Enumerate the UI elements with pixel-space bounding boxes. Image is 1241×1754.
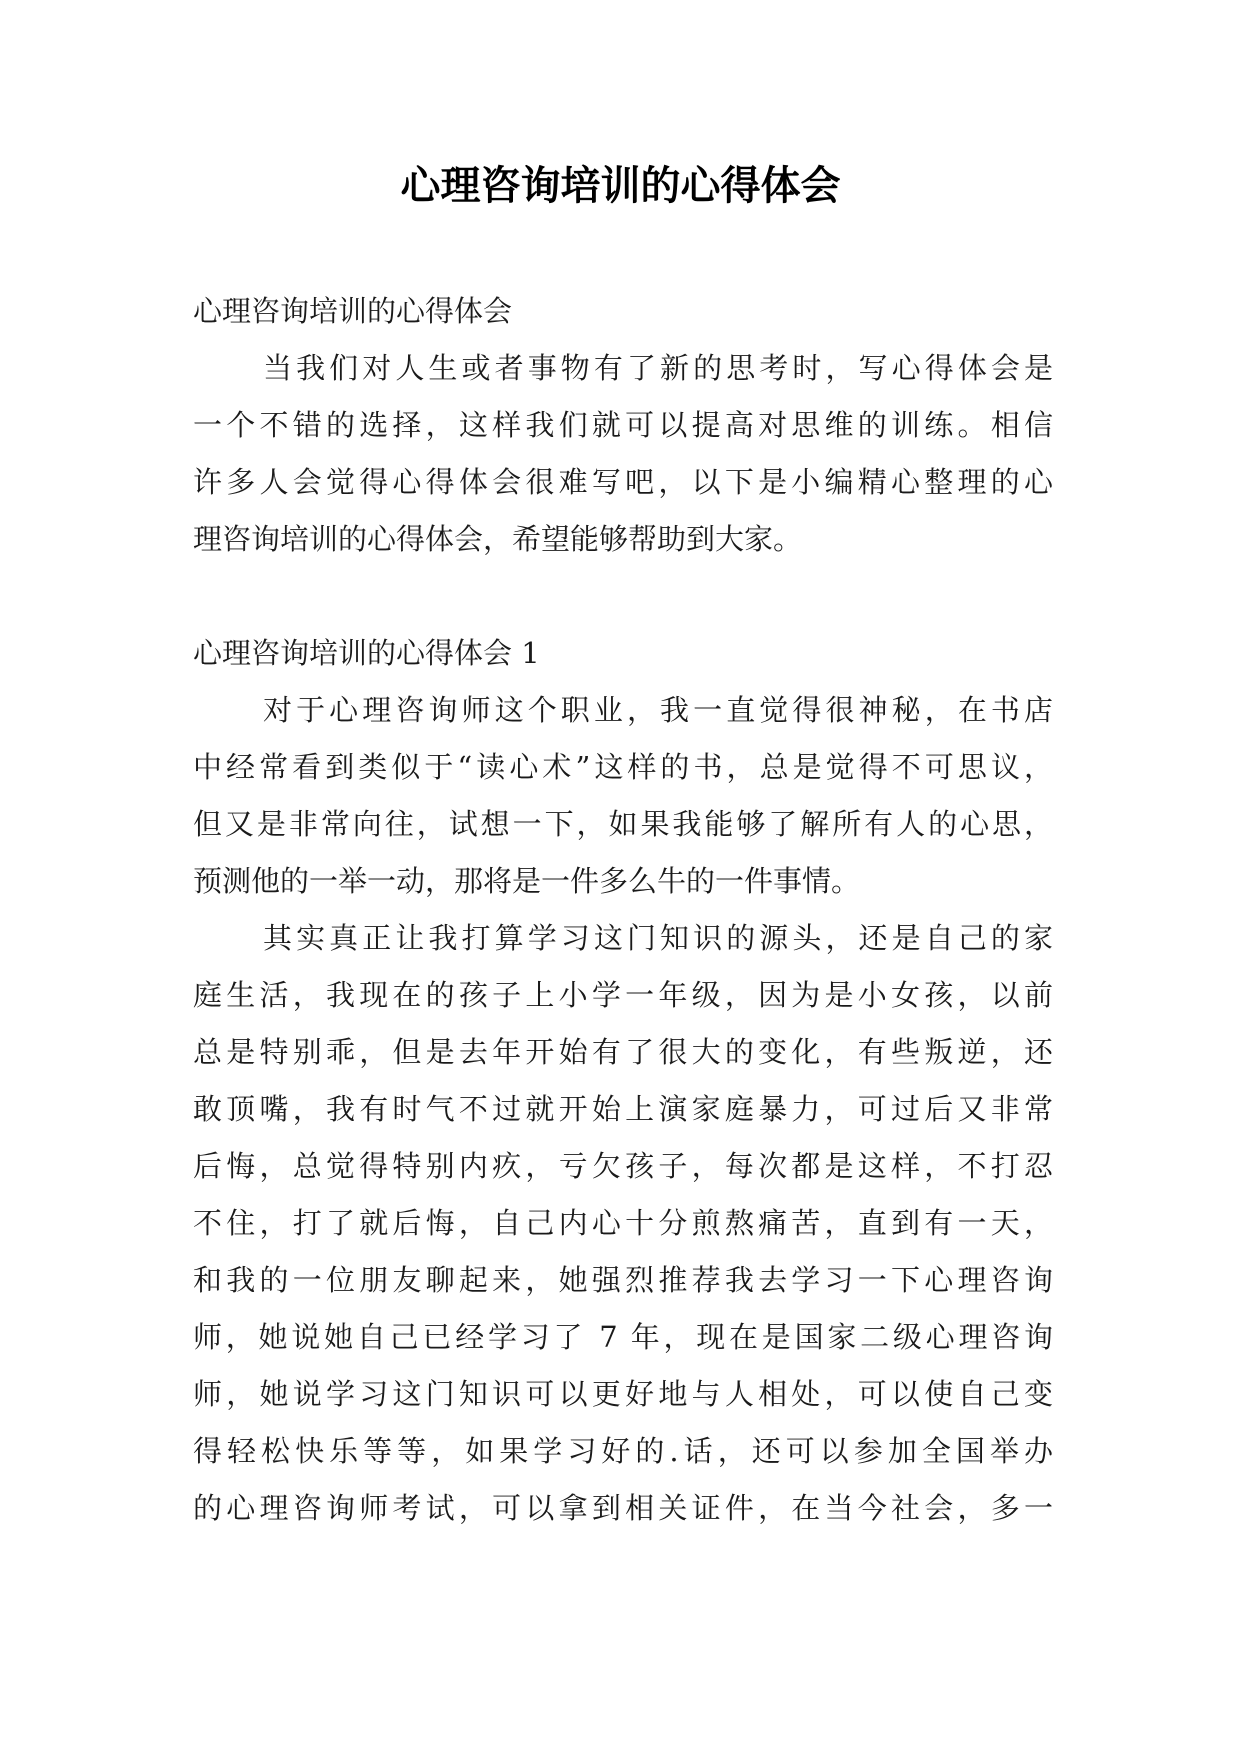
- intro-heading: 心理咨询培训的心得体会: [193, 294, 513, 328]
- paragraph-line: 得轻松快乐等等，如果学习好的.话，还可以参加全国举办: [193, 1434, 1053, 1468]
- document-body: [193, 283, 1053, 1537]
- paragraph-line: 不住，打了就后悔，自己内心十分煎熬痛苦，直到有一天，: [193, 1206, 1053, 1240]
- paragraph-line: 庭生活，我现在的孩子上小学一年级，因为是小女孩，以前: [193, 978, 1053, 1012]
- intro-paragraph: [193, 340, 1053, 568]
- paragraph-line: 师，她说她自己已经学习了 7 年，现在是国家二级心理咨询: [193, 1320, 1053, 1354]
- section-heading: 心理咨询培训的心得体会 1: [193, 636, 540, 670]
- paragraph-line: 总是特别乖，但是去年开始有了很大的变化，有些叛逆，还: [193, 1035, 1053, 1069]
- paragraph-line: 一个不错的选择，这样我们就可以提高对思维的训练。相信: [193, 408, 1053, 442]
- paragraph-line: 的心理咨询师考试，可以拿到相关证件，在当今社会，多一: [193, 1491, 1053, 1525]
- section1-paragraph-2: [193, 910, 1053, 1537]
- section1-paragraph-1: [193, 682, 1053, 910]
- section-spacer: [193, 568, 1053, 625]
- paragraph-line: 和我的一位朋友聊起来，她强烈推荐我去学习一下心理咨询: [193, 1263, 1053, 1297]
- paragraph-line: 当我们对人生或者事物有了新的思考时，写心得体会是: [263, 351, 1053, 385]
- paragraph-line: 理咨询培训的心得体会，希望能够帮助到大家。: [193, 522, 803, 556]
- paragraph-line: 后悔，总觉得特别内疚，亏欠孩子，每次都是这样，不打忍: [193, 1149, 1053, 1183]
- document-title: 心理咨询培训的心得体会: [400, 162, 841, 209]
- paragraph-line: 师，她说学习这门知识可以更好地与人相处，可以使自己变: [193, 1377, 1053, 1411]
- paragraph-line: 但又是非常向往，试想一下，如果我能够了解所有人的心思，: [193, 807, 1053, 841]
- paragraph-line: 其实真正让我打算学习这门知识的源头，还是自己的家: [263, 921, 1053, 955]
- paragraph-line: 许多人会觉得心得体会很难写吧，以下是小编精心整理的心: [193, 465, 1053, 499]
- paragraph-line: 预测他的一举一动，那将是一件多么牛的一件事情。: [193, 864, 861, 898]
- paragraph-line: 中经常看到类似于“读心术”这样的书，总是觉得不可思议，: [193, 750, 1053, 784]
- paragraph-line: 对于心理咨询师这个职业，我一直觉得很神秘，在书店: [263, 693, 1053, 727]
- paragraph-line: 敢顶嘴，我有时气不过就开始上演家庭暴力，可过后又非常: [193, 1092, 1053, 1126]
